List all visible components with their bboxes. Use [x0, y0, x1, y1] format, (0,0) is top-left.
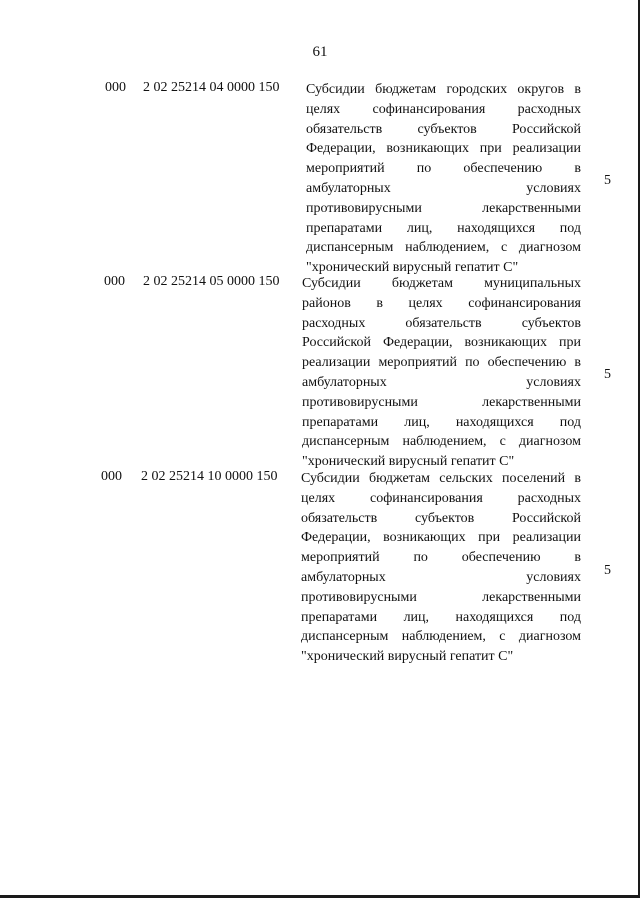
description-line: Российской Федерации, возникающих при: [302, 335, 581, 351]
amount-value: 5: [604, 173, 611, 188]
amount-value: 5: [604, 563, 611, 578]
description-line: противовирусными лекарственными: [306, 200, 581, 216]
description-line: мероприятий по обеспечению в: [301, 550, 581, 566]
description-line: амбулаторных условиях: [306, 180, 581, 196]
income-description: [306, 80, 581, 278]
description-line: обязательств субъектов Российской: [306, 121, 581, 137]
admin-code: 000: [104, 274, 125, 289]
description-line: диспансерным наблюдением, с диагнозом: [301, 629, 581, 645]
admin-code: 000: [105, 80, 126, 95]
description-line: реализации мероприятий по обеспечению в: [302, 355, 581, 371]
description-line: "хронический вирусный гепатит С": [302, 454, 515, 470]
description-line: целях софинансирования расходных: [301, 490, 581, 506]
description-line: препаратами лиц, находящихся под: [302, 414, 581, 430]
description-line: противовирусными лекарственными: [302, 394, 581, 410]
income-description: [302, 274, 581, 472]
description-line: "хронический вирусный гепатит С": [301, 649, 514, 665]
budget-classification-code: 2 02 25214 05 0000 150: [143, 274, 280, 289]
description-line: мероприятий по обеспечению в: [306, 161, 581, 177]
description-line: "хронический вирусный гепатит С": [306, 260, 519, 276]
description-line: диспансерным наблюдением, с диагнозом: [302, 434, 581, 450]
admin-code: 000: [101, 469, 122, 484]
budget-classification-code: 2 02 25214 10 0000 150: [141, 469, 278, 484]
description-line: обязательств субъектов Российской: [301, 510, 581, 526]
description-line: расходных обязательств субъектов: [302, 315, 581, 331]
description-line: целях софинансирования расходных: [306, 101, 581, 117]
page-number: 61: [312, 44, 328, 60]
description-line: препаратами лиц, находящихся под: [306, 220, 581, 236]
description-line: Федерации, возникающих при реализации: [306, 141, 581, 157]
budget-classification-code: 2 02 25214 04 0000 150: [143, 80, 280, 95]
description-line: Субсидии бюджетам городских округов в: [306, 82, 581, 97]
description-line: препаратами лиц, находящихся под: [301, 609, 581, 625]
description-line: Федерации, возникающих при реализации: [301, 530, 581, 546]
description-line: Субсидии бюджетам сельских поселений в: [301, 471, 581, 486]
description-line: Субсидии бюджетам муниципальных: [302, 276, 581, 291]
description-line: районов в целях софинансирования: [302, 295, 581, 311]
description-line: амбулаторных условиях: [302, 374, 581, 390]
amount-value: 5: [604, 367, 611, 382]
description-line: противовирусными лекарственными: [301, 589, 581, 605]
income-description: [301, 469, 581, 667]
description-line: диспансерным наблюдением, с диагнозом: [306, 240, 581, 256]
description-line: амбулаторных условиях: [301, 569, 581, 585]
